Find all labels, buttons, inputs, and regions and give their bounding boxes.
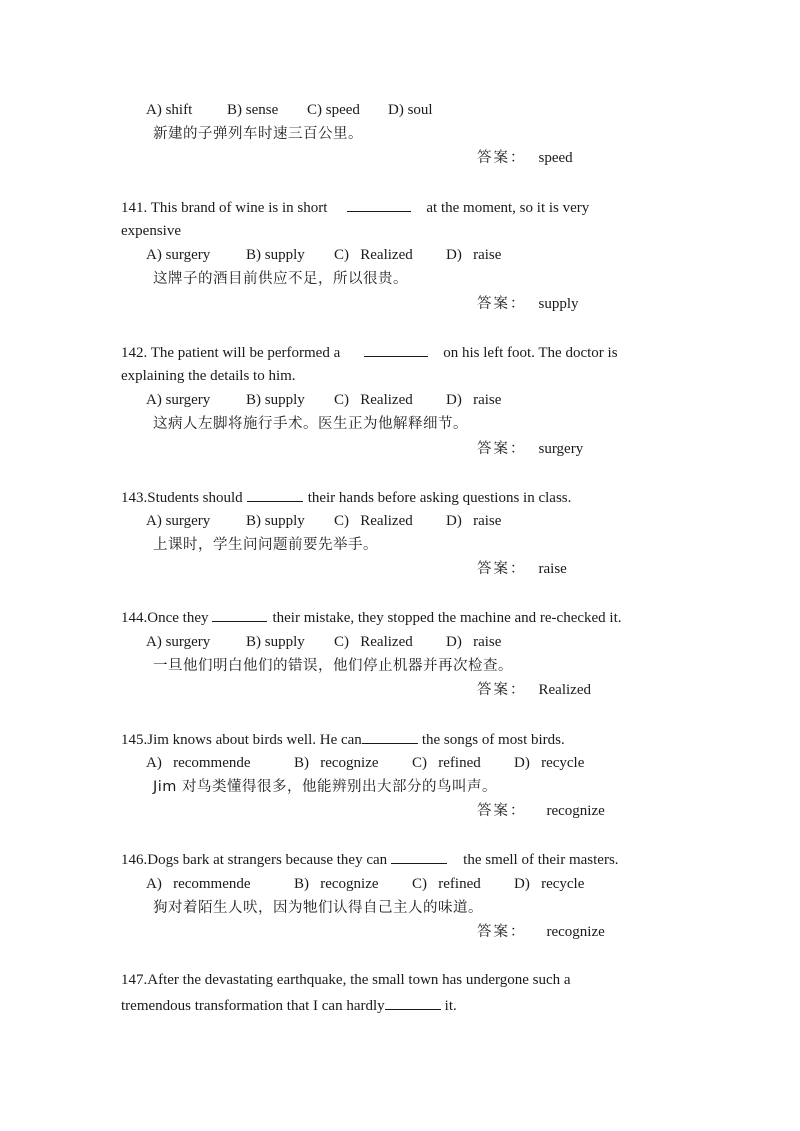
q145-option-a: A) recommende xyxy=(146,755,251,771)
q147-stem-line2 xyxy=(121,995,457,1016)
answer-value: supply xyxy=(538,296,579,312)
answer-label: 答案： xyxy=(477,803,527,819)
q143-answer xyxy=(477,559,567,579)
q147-stem-part2: it. xyxy=(444,998,457,1014)
q141-answer xyxy=(477,294,579,314)
answer-label: 答案： xyxy=(477,682,527,698)
q143-option-a: A) surgery xyxy=(146,513,211,529)
q142-option-a: A) surgery xyxy=(146,392,211,408)
q146-answer xyxy=(477,922,605,942)
q141-option-c: C) Realized xyxy=(334,247,413,263)
answer-value: recognize xyxy=(546,803,605,819)
q143-stem-part2: their hands before asking questions in class. xyxy=(307,490,572,506)
q145-translation: Jim 对鸟类懂得很多，他能辨别出大部分的鸟叫声。 xyxy=(153,779,498,795)
q141-stem xyxy=(121,197,589,218)
q143-blank xyxy=(247,487,303,502)
q143-translation: 上课时，学生问问题前要先举手。 xyxy=(153,537,378,553)
q142-option-c: C) Realized xyxy=(334,392,413,408)
answer-label: 答案： xyxy=(477,441,527,457)
q145-stem-part1: 145.Jim knows about birds well. He can xyxy=(121,732,362,748)
q142-stem-part1: 142. The patient will be performed a xyxy=(121,345,341,361)
q141-blank xyxy=(347,197,411,212)
answer-value: speed xyxy=(538,150,573,166)
q143-option-c: C) Realized xyxy=(334,513,413,529)
q145-stem xyxy=(121,729,565,750)
q141-option-d: D) raise xyxy=(446,247,502,263)
q143-stem xyxy=(121,487,571,508)
q144-option-c: C) Realized xyxy=(334,634,413,650)
q144-stem-part2: their mistake, they stopped the machine and re-checked it. xyxy=(272,610,622,626)
q145-option-c: C) refined xyxy=(412,755,481,771)
q142-blank xyxy=(364,342,428,357)
q142-stem xyxy=(121,342,618,363)
q140-option-d: D) soul xyxy=(388,102,433,118)
q144-option-b: B) supply xyxy=(246,634,305,650)
answer-label: 答案： xyxy=(477,150,527,166)
q146-translation: 狗对着陌生人吠，因为牠们认得自己主人的味道。 xyxy=(153,900,483,916)
q146-option-c: C) refined xyxy=(412,876,481,892)
q144-options xyxy=(146,632,501,652)
answer-value: recognize xyxy=(546,924,605,940)
q144-option-d: D) raise xyxy=(446,634,502,650)
q145-answer xyxy=(477,801,605,821)
answer-label: 答案： xyxy=(477,561,527,577)
q142-answer xyxy=(477,439,583,459)
q141-options xyxy=(146,245,501,265)
q146-stem-part1: 146.Dogs bark at strangers because they can xyxy=(121,852,388,868)
q140-options xyxy=(146,100,433,120)
q143-options xyxy=(146,511,501,531)
q144-option-a: A) surgery xyxy=(146,634,211,650)
q141-option-a: A) surgery xyxy=(146,247,211,263)
answer-value: surgery xyxy=(538,441,584,457)
q140-option-c: C) speed xyxy=(307,102,360,118)
q145-stem-part2: the songs of most birds. xyxy=(421,732,565,748)
q144-answer xyxy=(477,680,591,700)
q146-option-d: D) recycle xyxy=(514,876,585,892)
q143-stem-part1: 143.Students should xyxy=(121,490,243,506)
q147-stem-part1: tremendous transformation that I can hardly xyxy=(121,998,385,1014)
q146-stem xyxy=(121,849,619,870)
q142-stem-line2: explaining the details to him. xyxy=(121,368,296,384)
q140-answer xyxy=(477,148,573,168)
q145-blank xyxy=(362,729,418,744)
q142-options xyxy=(146,390,501,410)
q146-stem-part2: the smell of their masters. xyxy=(463,852,619,868)
q140-translation: 新建的子弹列车时速三百公里。 xyxy=(153,126,363,142)
q147-blank xyxy=(385,995,441,1010)
q146-option-b: B) recognize xyxy=(294,876,379,892)
q143-option-b: B) supply xyxy=(246,513,305,529)
q141-translation: 这牌子的酒目前供应不足，所以很贵。 xyxy=(153,271,408,287)
q146-blank xyxy=(391,849,447,864)
q140-option-a: A) shift xyxy=(146,102,193,118)
q141-stem-part2: at the moment, so it is very xyxy=(426,200,590,216)
q144-translation: 一旦他们明白他们的错误，他们停止机器并再次检查。 xyxy=(153,658,513,674)
answer-label: 答案： xyxy=(477,924,527,940)
q145-option-b: B) recognize xyxy=(294,755,379,771)
answer-label: 答案： xyxy=(477,296,527,312)
answer-value: Realized xyxy=(538,682,591,698)
q143-option-d: D) raise xyxy=(446,513,502,529)
answer-value: raise xyxy=(538,561,567,577)
q142-stem-part2: on his left foot. The doctor is xyxy=(443,345,618,361)
q140-option-b: B) sense xyxy=(227,102,279,118)
q141-stem-part1: 141. This brand of wine is in short xyxy=(121,200,328,216)
q144-blank xyxy=(212,607,267,622)
q147-stem: 147.After the devastating earthquake, the small town has undergone such a xyxy=(121,972,571,988)
q144-stem xyxy=(121,607,622,628)
q142-option-b: B) supply xyxy=(246,392,305,408)
q142-option-d: D) raise xyxy=(446,392,502,408)
q141-option-b: B) supply xyxy=(246,247,305,263)
q142-translation: 这病人左脚将施行手术。医生正为他解释细节。 xyxy=(153,416,468,432)
q141-stem-line2: expensive xyxy=(121,223,181,239)
q145-option-d: D) recycle xyxy=(514,755,585,771)
q145-options xyxy=(146,753,584,773)
q144-stem-part1: 144.Once they xyxy=(121,610,209,626)
q146-option-a: A) recommende xyxy=(146,876,251,892)
q146-options xyxy=(146,874,584,894)
